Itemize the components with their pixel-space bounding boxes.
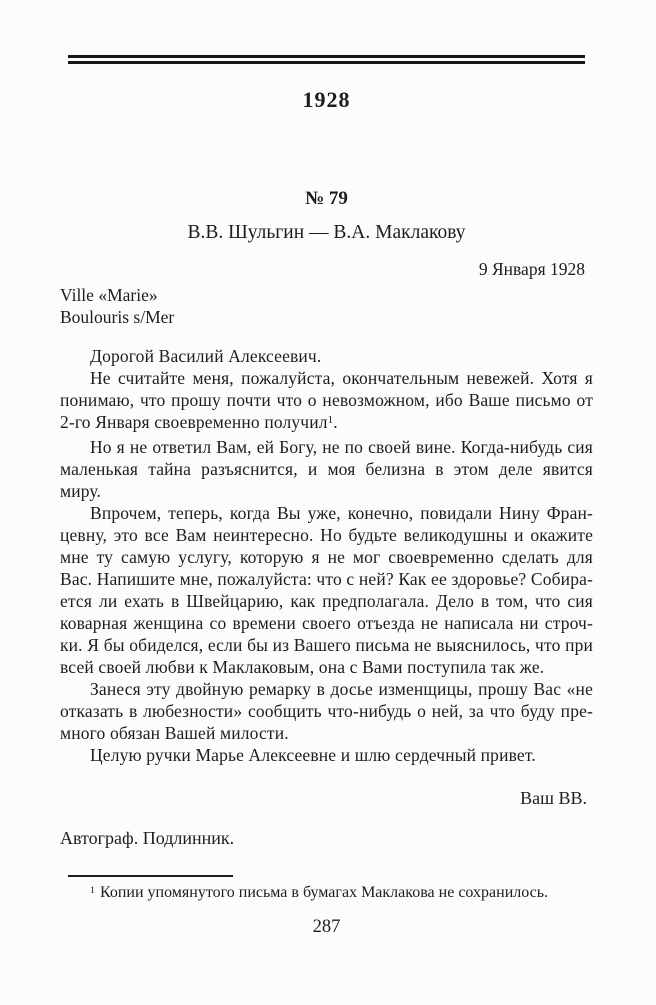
- letter-line: ки. Я бы обиделся, если бы из Вашего письма не выяснилось, что при: [60, 635, 593, 655]
- letter-line: всей своей любви к Маклаковым, она с Вами поступила так же.: [60, 657, 545, 677]
- footnote-text: Копии упомянутого письма в бумагах Маклакова не сохранилось.: [99, 884, 549, 901]
- footnote-marker: 1: [90, 884, 95, 896]
- letter-line: Не считайте меня, пожалуйста, окончательным невежей. Хотя я: [90, 368, 593, 388]
- letter-line: Но я не ответил Вам, ей Богу, не по своей вине. Когда-нибудь сия: [90, 437, 593, 457]
- page-number: 287: [312, 917, 341, 937]
- letter-line: много обязан Вашей милости.: [60, 723, 289, 743]
- letter-title: В.В. Шульгин — В.А. Маклакову: [187, 222, 466, 243]
- year-heading: 1928: [302, 87, 351, 112]
- letter-line: Вас. Напишите мне, пожалуйста: что с ней? Как ее здоровье? Собира-: [60, 569, 593, 589]
- address-line-2: Boulouris s/Mer: [60, 307, 175, 327]
- letter-line: Целую ручки Марье Алексеевне и шлю сердечный привет.: [90, 745, 536, 765]
- letter-line: ется ли ехать в Швейцарию, как предполагала. Дело в том, что сия: [60, 591, 593, 611]
- letter-line: отказать в любезности» сообщить что-нибудь о ней, за что буду пре-: [60, 701, 593, 721]
- letter-line: Впрочем, теперь, когда Вы уже, конечно, повидали Нину Фран-: [90, 503, 593, 523]
- provenance-note: Автограф. Подлинник.: [60, 828, 235, 848]
- letter-line: Занеся эту двойную ремарку в досье изменщицы, прошу Вас «не: [90, 679, 593, 699]
- letter-line: миру.: [60, 481, 102, 501]
- letter-line: коварная женщина со времени своего отъезда не написала ни строч-: [60, 613, 593, 633]
- letter-line: маленькая тайна разъяснится, и моя белизна в этом деле явится: [60, 459, 593, 479]
- letter-number: № 79: [305, 188, 348, 209]
- letter-line: цевну, это все Вам неинтересно. Но будьте великодушны и окажите: [60, 525, 593, 545]
- letter-line: понимаю, что прошу почти что о невозможном, ибо Ваше письмо от: [60, 390, 593, 410]
- address-line-1: Ville «Marie»: [60, 285, 158, 305]
- letter-line: мне ту самую услугу, которую я не мог своевременно сделать для: [60, 547, 593, 567]
- footnote-rule: [68, 875, 233, 877]
- footnote: [60, 883, 593, 905]
- letter-line: 2-го Января своевременно получил$^1$.: [60, 412, 338, 432]
- footnote-reference: 1: [327, 414, 334, 427]
- signature: Ваш ВВ.: [520, 788, 587, 808]
- double-rule-divider: [68, 55, 585, 64]
- date-line: 9 Января 1928: [478, 259, 585, 279]
- letter-body: [60, 345, 593, 766]
- letter-line: Дорогой Василий Алексеевич.: [90, 346, 322, 366]
